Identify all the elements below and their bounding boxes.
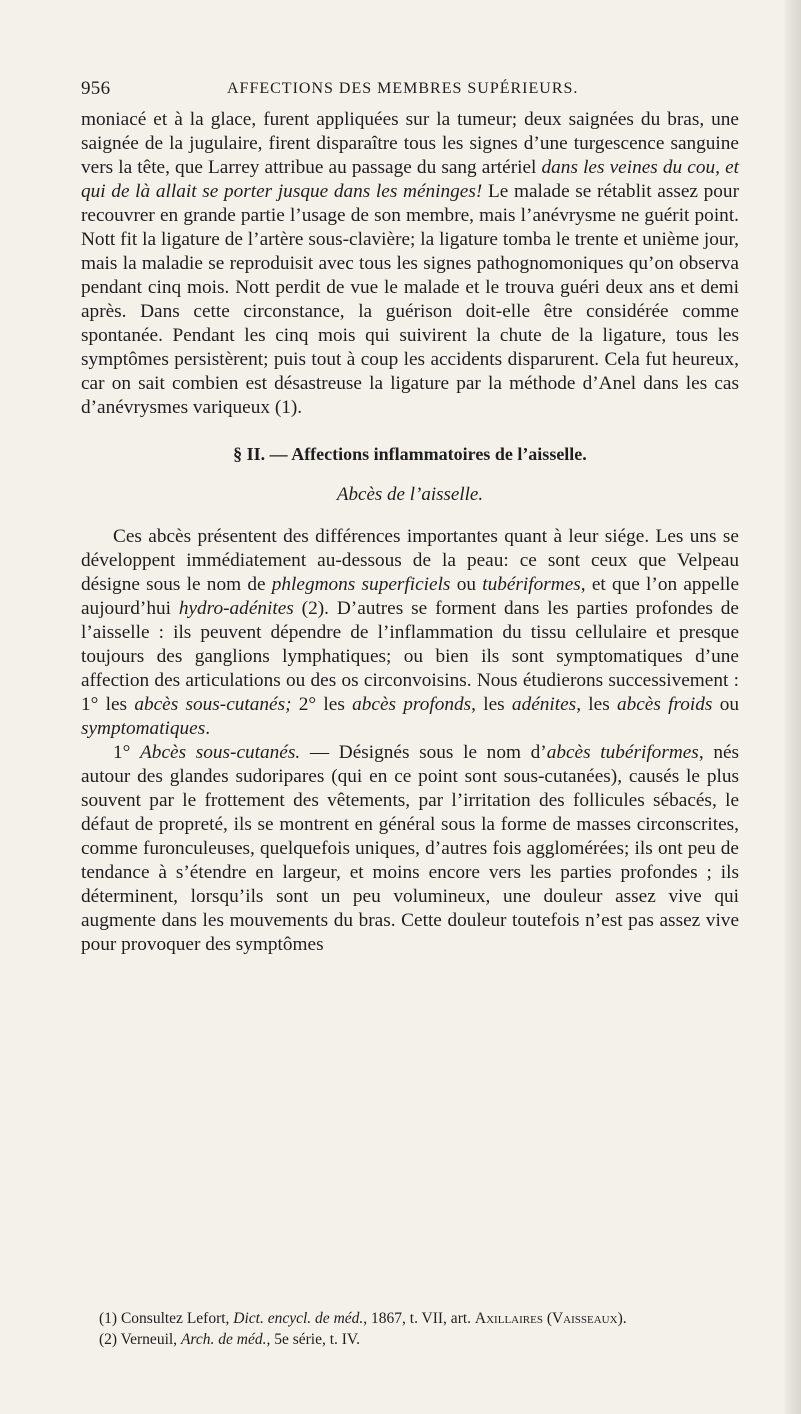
page-edge-shadow bbox=[783, 0, 801, 1414]
p3-a: 1° bbox=[113, 742, 141, 763]
p2-j: abcès profonds bbox=[352, 694, 472, 715]
p2-l: adénites bbox=[511, 694, 577, 715]
p3-d: abcès tubériformes bbox=[546, 742, 699, 763]
paragraph-1 bbox=[81, 108, 739, 420]
fn1-b: Dict. encycl. de méd. bbox=[233, 1310, 364, 1327]
p2-q: . bbox=[205, 718, 211, 739]
p2-c: ou bbox=[450, 574, 483, 595]
fn1-e: . bbox=[622, 1310, 627, 1327]
footnotes bbox=[99, 1308, 739, 1350]
p2-p: symptomatiques bbox=[81, 718, 206, 739]
p2-d: tubériformes bbox=[482, 574, 581, 595]
p2-a: Ces abcès présentent des différences importantes quant à leur siége. Les uns se développent immédiatement au-dessous de la peau: ce sont ceux que Velpeau désigne sous le nom de bbox=[81, 526, 739, 595]
p2-h: abcès sous-cutanés; bbox=[134, 694, 292, 715]
p2-b: phlegmons superficiels bbox=[271, 574, 451, 595]
p1-text-c: Le malade se rétablit assez pour recouvrer en grande partie l’usage de son membre, mais l’anévrysme ne guérit point. Nott fit la ligature de l’artère sous-clavière; la ligature tomba le trente et unième jour, mais la maladie se reproduisit avec tous les signes pathognomoniques qu’on observa pendant cinq mois. Nott perdit de vue le malade et le trouva guéri deux ans et demi après. Dans cette circonstance, la guérison doit-elle être considérée comme spontanée. Pendant les cinq mois qui suivirent la chute de la ligature, tous les symptômes persistèrent; puis tout à coup les accidents disparurent. Cela fut heureux, car on sait combien est désastreuse la ligature par la méthode d’Anel dans les cas d’anévrysmes variqueux (1). bbox=[81, 181, 739, 418]
p2-k: , les bbox=[471, 694, 512, 715]
p1-text-a: moniacé et à la glace, furent appliquées sur la tumeur; deux saignées du bras, une saignée de la jugulaire, firent disparaître tous les signes d’une turgescence sanguine vers la tête, que Larrey attribue au passage du sang artériel bbox=[81, 109, 739, 178]
p3-c: — Désignés sous le nom d’ bbox=[300, 742, 547, 763]
p3-b: Abcès sous-cutanés. bbox=[140, 742, 301, 763]
fn2-c: , 5e série, t. IV. bbox=[266, 1331, 361, 1348]
fn2-a: (2) Verneuil, bbox=[99, 1331, 181, 1348]
fn2-b: Arch. de méd. bbox=[180, 1331, 267, 1348]
footnote-1 bbox=[99, 1308, 739, 1329]
page-number: 956 bbox=[81, 78, 111, 99]
fn1-d: Axillaires (Vaisseaux) bbox=[474, 1310, 623, 1327]
p2-m: , les bbox=[576, 694, 617, 715]
p2-e: , et que l’on appelle aujourd’hui bbox=[81, 574, 740, 619]
p2-g: (2). D’autres se forment dans les parties profondes de l’aisselle : ils peuvent dépendre de l’inflammation du tissu cellulaire et presque toujours des ganglions lymphatiques; ou bien ils sont symptomatiques d’une affection des articulations ou des os circonvoisins. Nous étudierons successivement : 1° les bbox=[81, 598, 739, 715]
paragraph-2 bbox=[81, 525, 739, 741]
footnote-2 bbox=[99, 1329, 739, 1350]
p2-f: hydro-adénites bbox=[178, 598, 294, 619]
running-title: AFFECTIONS DES MEMBRES SUPÉRIEURS. bbox=[227, 80, 579, 97]
p2-i: 2° les bbox=[291, 694, 353, 715]
paragraph-3 bbox=[81, 741, 739, 957]
section-heading: § II. — Affections inflammatoires de l’aisselle. bbox=[233, 444, 587, 464]
subheading: Abcès de l’aisselle. bbox=[336, 484, 484, 505]
fn1-c: , 1867, t. VII, art. bbox=[363, 1310, 475, 1327]
body-text bbox=[81, 108, 739, 957]
p2-n: abcès froids bbox=[616, 694, 713, 715]
p2-o: ou bbox=[712, 694, 739, 715]
fn1-a: (1) Consultez Lefort, bbox=[99, 1310, 234, 1327]
p3-e: , nés autour des glandes sudoripares (qui en ce point sont sous-cutanées), causés le plus souvent par le frottement des vêtements, par l’irritation des follicules sébacés, le défaut de propreté, ils se montrent en général sous la forme de masses circonscrites, comme furonculeuses, quelquefois uniques, d’autres fois agglomérées; ils ont peu de tendance à s’étendre en largeur, et moins encore vers les parties profondes ; ils déterminent, lorsqu’ils sont un peu volumineux, une douleur assez vive qui augmente dans les mouvements du bras. Cette douleur toutefois n’est pas assez vive pour provoquer des symptômes bbox=[81, 742, 740, 955]
p1-italic-quote: dans les veines du cou, et qui de là allait se porter jusque dans les méninges! bbox=[81, 157, 740, 202]
